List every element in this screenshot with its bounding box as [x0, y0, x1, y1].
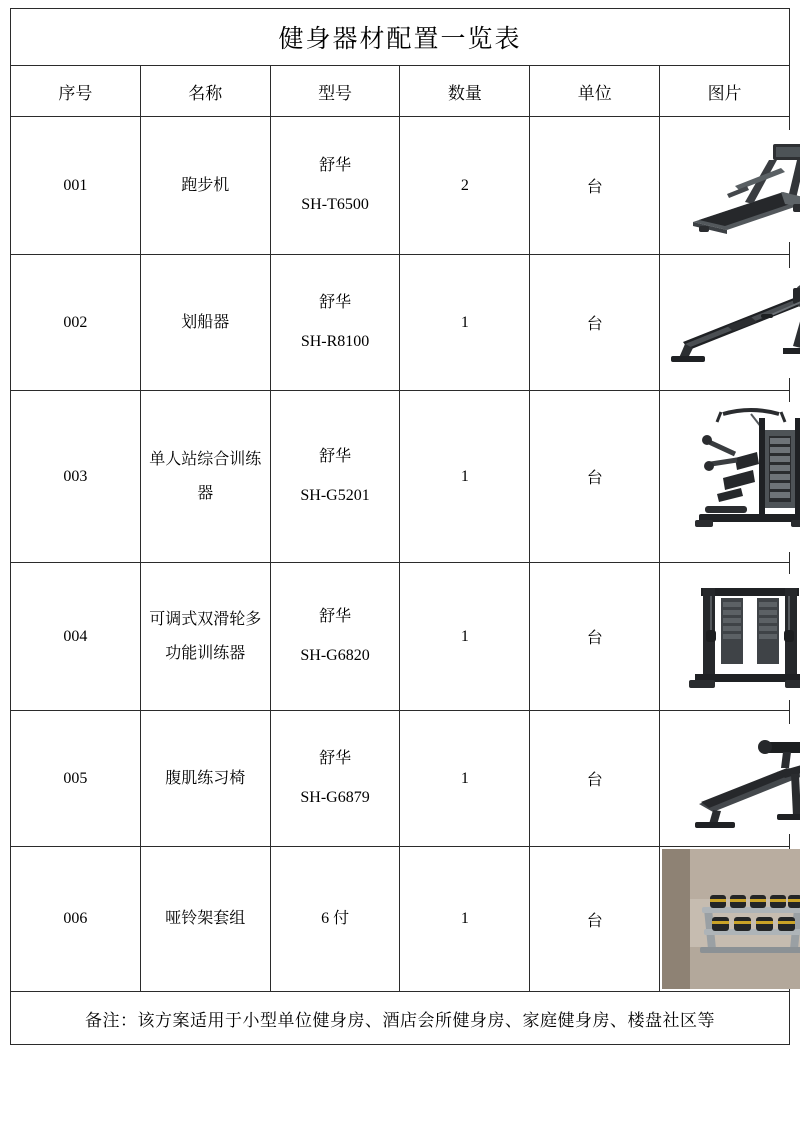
note-text: 备注：该方案适用于小型单位健身房、酒店会所健身房、家庭健身房、楼盘社区等	[11, 992, 790, 1045]
row-no: 001	[11, 117, 141, 255]
row-image-cell	[660, 847, 790, 992]
row-qty: 1	[400, 563, 530, 711]
row-model-brand: 舒华	[319, 448, 352, 466]
column-header-qty: 数量	[400, 66, 530, 117]
page-title: 健身器材配置一览表	[11, 9, 790, 66]
row-name: 跑步机	[140, 117, 270, 255]
row-model-code: SH-G5201	[300, 486, 370, 504]
row-unit: 台	[530, 117, 660, 255]
row-model-brand: 舒华	[319, 157, 352, 175]
row-model	[270, 255, 400, 391]
row-unit: 台	[530, 847, 660, 992]
row-no: 005	[11, 711, 141, 847]
row-image-cell	[660, 563, 790, 711]
column-header-image: 图片	[660, 66, 790, 117]
column-header-name: 名称	[140, 66, 270, 117]
row-qty: 2	[400, 117, 530, 255]
table-row	[11, 847, 790, 992]
table-title-row	[11, 9, 790, 66]
column-header-no: 序号	[11, 66, 141, 117]
row-model	[270, 117, 400, 255]
row-image-cell	[660, 255, 790, 391]
dumbbell-rack-photo	[662, 849, 800, 989]
row-model-code: SH-R8100	[300, 332, 370, 350]
row-model-brand: 舒华	[319, 608, 352, 626]
row-model-brand: 舒华	[319, 294, 352, 312]
row-model	[270, 563, 400, 711]
table-header-row	[11, 66, 790, 117]
column-header-unit: 单位	[530, 66, 660, 117]
row-model-code: SH-T6500	[301, 195, 369, 213]
table-row	[11, 255, 790, 391]
row-name: 单人站综合训练器	[140, 391, 270, 563]
row-no: 006	[11, 847, 141, 992]
table-row	[11, 563, 790, 711]
row-name: 划船器	[140, 255, 270, 391]
row-model-code: SH-G6879	[300, 788, 370, 806]
row-model-code: SH-G6820	[300, 646, 370, 664]
row-model-code: 6 付	[321, 910, 350, 927]
row-model	[270, 391, 400, 563]
row-qty: 1	[400, 255, 530, 391]
single-station-gym-photo	[662, 402, 800, 552]
row-image-cell	[660, 711, 790, 847]
row-name: 腹肌练习椅	[140, 711, 270, 847]
treadmill-photo	[662, 130, 800, 242]
row-image-cell	[660, 117, 790, 255]
row-name: 哑铃架套组	[140, 847, 270, 992]
row-model-brand: 舒华	[319, 750, 352, 768]
row-unit: 台	[530, 391, 660, 563]
row-model	[270, 847, 400, 992]
row-no: 002	[11, 255, 141, 391]
table-row	[11, 711, 790, 847]
table-note-row	[11, 992, 790, 1045]
row-unit: 台	[530, 563, 660, 711]
row-image-cell	[660, 391, 790, 563]
row-name: 可调式双滑轮多功能训练器	[140, 563, 270, 711]
ab-bench-photo	[662, 724, 800, 834]
column-header-model: 型号	[270, 66, 400, 117]
equipment-table	[10, 8, 790, 1045]
row-unit: 台	[530, 255, 660, 391]
dual-pulley-trainer-photo	[662, 574, 800, 700]
row-qty: 1	[400, 847, 530, 992]
row-no: 003	[11, 391, 141, 563]
row-unit: 台	[530, 711, 660, 847]
rowing-machine-photo	[662, 268, 800, 378]
row-no: 004	[11, 563, 141, 711]
row-qty: 1	[400, 711, 530, 847]
table-row	[11, 391, 790, 563]
table-row	[11, 117, 790, 255]
row-model	[270, 711, 400, 847]
row-qty: 1	[400, 391, 530, 563]
